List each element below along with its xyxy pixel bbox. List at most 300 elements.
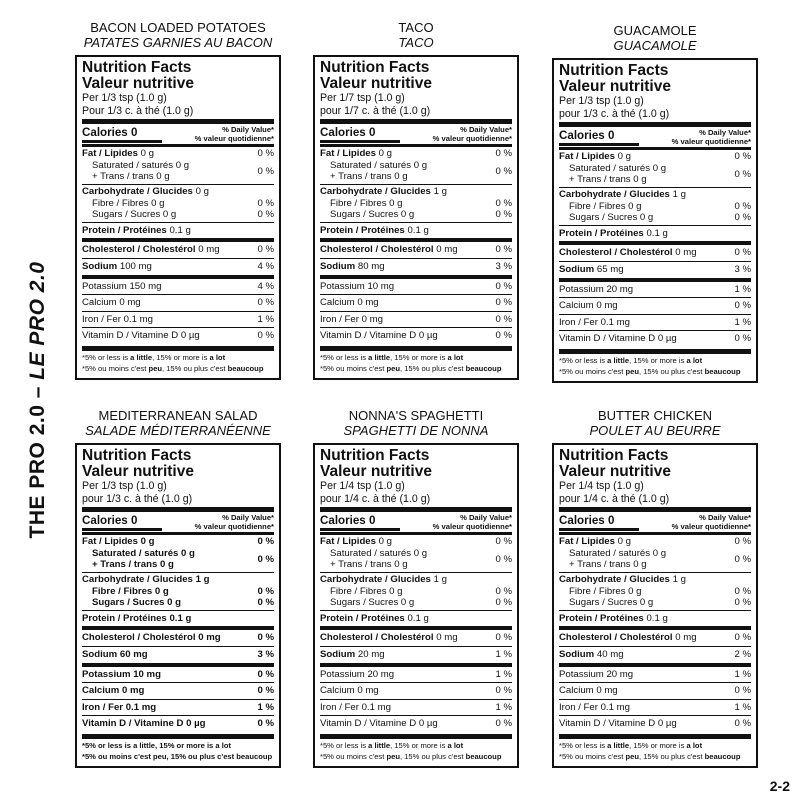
- footnote-fr-beaucoup: beaucoup: [465, 364, 502, 374]
- daily-value-header-fr: % valeur quotidienne*: [194, 521, 274, 531]
- fibre-dv: 0 %: [734, 585, 751, 597]
- nutrition-facts-title-en: Nutrition Facts: [82, 59, 192, 76]
- calories-underbar: [320, 528, 400, 531]
- protein-row: [320, 611, 512, 628]
- calcium-label: Calcium 0 mg: [82, 685, 145, 697]
- iron-row: [559, 700, 751, 717]
- product-label-2: [313, 20, 519, 380]
- footnote-fr-beaucoup: beaucoup: [236, 752, 273, 762]
- footnote-fr-peu: peu: [625, 367, 639, 377]
- daily-value-header-fr: % valeur quotidienne*: [671, 521, 751, 531]
- footnote-en-lot: a lot: [209, 352, 226, 362]
- potassium-label: Potassium: [559, 668, 604, 680]
- carbohydrate-group: [82, 185, 274, 223]
- calcium-dv: 0 %: [257, 685, 274, 697]
- protein-label: Protein / Protéines: [320, 612, 405, 624]
- fat-label: Fat / Lipides: [82, 148, 138, 160]
- sugars-label: Sugars / Sucres 0 g: [569, 212, 654, 224]
- calcium-row: [559, 683, 751, 700]
- calcium-row: [320, 683, 512, 700]
- sodium-row: [82, 259, 274, 276]
- vitamin-d-label: Vitamin D / Vitamine D 0 µg: [559, 333, 677, 345]
- protein-amount: 0.1 g: [169, 224, 191, 236]
- footnote-fr-part: , 15% ou plus c'est: [399, 752, 466, 762]
- potassium-amount: 10 mg: [367, 280, 395, 292]
- iron-dv: 1 %: [734, 701, 751, 713]
- vitamin-d-dv: 0 %: [734, 333, 751, 345]
- calories-row: [82, 512, 274, 532]
- trans-fat-label: + Trans / trans 0 g: [569, 559, 647, 571]
- product-label-1: [75, 20, 281, 380]
- product-line-title-en: THE PRO 2.0 –: [26, 379, 49, 539]
- calories-row: [82, 124, 274, 144]
- footnote-en-little: a little: [368, 740, 391, 750]
- calories-label: Calories 0: [320, 126, 376, 139]
- cholesterol-label: Cholesterol / Cholestérol: [320, 244, 434, 256]
- product-label-5: [313, 408, 519, 768]
- cholesterol-dv: 0 %: [257, 632, 274, 644]
- carbohydrate-amount: 0 g: [195, 185, 209, 197]
- footnote-fr-beaucoup: beaucoup: [465, 752, 502, 762]
- sodium-dv: 3 %: [495, 260, 512, 272]
- product-name-fr: POULET AU BEURRE: [589, 423, 721, 438]
- vitamin-d-row: [82, 328, 274, 344]
- vitamin-d-dv: 0 %: [495, 330, 512, 342]
- footnote-fr-beaucoup: beaucoup: [227, 364, 264, 374]
- iron-label: Iron / Fer: [559, 701, 598, 713]
- footnote-fr: [320, 750, 512, 762]
- trans-fat-label: + Trans / trans 0 g: [330, 171, 408, 183]
- calcium-label: Calcium 0 mg: [320, 685, 379, 697]
- footnote-en-lot: a lot: [215, 740, 232, 750]
- fibre-dv: 0 %: [257, 585, 274, 597]
- carbohydrate-label: Carbohydrate / Glucides: [320, 185, 431, 197]
- calories-underbar: [82, 140, 162, 143]
- potassium-row: [559, 667, 751, 684]
- vitamin-d-row: [82, 716, 274, 732]
- iron-amount: 0.1 mg: [361, 701, 391, 713]
- calories-row: [559, 512, 751, 532]
- nutrition-facts-title-en: Nutrition Facts: [320, 447, 430, 464]
- trans-fat-label: + Trans / trans 0 g: [569, 174, 647, 186]
- daily-value-header-en: % Daily Value*: [222, 513, 274, 522]
- calcium-label: Calcium 0 mg: [82, 297, 141, 309]
- nutrition-facts-panel: [552, 58, 758, 383]
- nutrition-facts-panel: [75, 443, 281, 768]
- daily-value-header-en: % Daily Value*: [460, 125, 512, 134]
- calcium-row: [82, 295, 274, 312]
- footnote-fr-part: *5% ou moins c'est: [320, 752, 387, 762]
- footnote-fr-part: *5% ou moins c'est: [82, 364, 149, 374]
- footnote-en-little: a little: [133, 740, 156, 750]
- cholesterol-amount: 0 mg: [675, 632, 697, 644]
- sugars-dv: 0 %: [734, 212, 751, 224]
- cholesterol-dv: 0 %: [495, 632, 512, 644]
- nutrition-facts-title-fr: Valeur nutritive: [320, 75, 432, 92]
- footnote-en-part: *5% or less is: [559, 355, 608, 365]
- potassium-amount: 150 mg: [129, 280, 162, 292]
- sugars-label: Sugars / Sucres 0 g: [92, 209, 177, 221]
- iron-amount: 0.1 mg: [123, 313, 153, 325]
- sodium-dv: 2 %: [734, 648, 751, 660]
- product-name-en: BACON LOADED POTATOES: [90, 20, 266, 35]
- potassium-row: [82, 667, 274, 684]
- cholesterol-amount: 0 mg: [198, 244, 220, 256]
- sodium-row: [320, 259, 512, 276]
- footnote-fr: [82, 750, 274, 762]
- iron-amount: 0.1 mg: [600, 701, 630, 713]
- potassium-dv: 1 %: [734, 283, 751, 295]
- footnote-en-lot: a lot: [447, 352, 464, 362]
- product-name-fr: TACO: [398, 35, 434, 50]
- cholesterol-label: Cholesterol / Cholestérol: [82, 244, 196, 256]
- fibre-dv: 0 %: [495, 585, 512, 597]
- daily-value-header-fr: % valeur quotidienne*: [432, 133, 512, 143]
- cholesterol-label: Cholesterol / Cholestérol: [82, 632, 196, 644]
- protein-label: Protein / Protéines: [82, 224, 167, 236]
- sugars-dv: 0 %: [734, 597, 751, 609]
- serving-size-fr: pour 1/7 c. à thé (1.0 g): [320, 104, 431, 117]
- calories-underbar: [320, 140, 400, 143]
- nutrition-facts-title-fr: Valeur nutritive: [559, 463, 671, 480]
- footnote-fr-peu: peu: [153, 752, 167, 762]
- iron-row: [82, 312, 274, 329]
- calories-underbar: [82, 528, 162, 531]
- product-line-title-fr: LE PRO 2.0: [26, 261, 49, 380]
- fat-amount: 0 g: [617, 151, 631, 163]
- cholesterol-row: [559, 630, 751, 647]
- nutrition-facts-title-en: Nutrition Facts: [559, 447, 669, 464]
- carbohydrate-label: Carbohydrate / Glucides: [559, 573, 670, 585]
- serving-size-en: Per 1/3 tsp (1.0 g): [82, 92, 167, 104]
- serving-size-fr: Pour 1/3 c. à thé (1.0 g): [82, 104, 194, 117]
- serving-size-en: Per 1/4 tsp (1.0 g): [320, 480, 405, 492]
- footnote-en-little: a little: [368, 352, 391, 362]
- footnote-en-part: , 15% or more is: [390, 740, 448, 750]
- fat-label: Fat / Lipides: [320, 148, 376, 160]
- serving-size-fr: pour 1/3 c. à thé (1.0 g): [559, 107, 670, 120]
- saturated-trans-dv: 0 %: [495, 553, 512, 565]
- saturated-fat-label: Saturated / saturés 0 g: [92, 159, 190, 171]
- cholesterol-row: [82, 242, 274, 259]
- sugars-dv: 0 %: [257, 209, 274, 221]
- product-name-en: TACO: [398, 20, 434, 35]
- footnote-en-part: , 15% or more is: [152, 352, 210, 362]
- calories-row: [320, 512, 512, 532]
- product-name-fr: SPAGHETTI DE NONNA: [343, 423, 489, 438]
- daily-value-header-en: % Daily Value*: [699, 128, 751, 137]
- iron-label: Iron / Fer: [559, 316, 598, 328]
- fat-group: [559, 150, 751, 188]
- carbohydrate-label: Carbohydrate / Glucides: [559, 188, 670, 200]
- calories-label: Calories 0: [559, 129, 615, 142]
- serving-size-en: Per 1/4 tsp (1.0 g): [559, 480, 644, 492]
- fat-group: [82, 535, 274, 573]
- cholesterol-label: Cholesterol / Cholestérol: [559, 247, 673, 259]
- fat-dv: 0 %: [734, 151, 751, 163]
- sodium-label: Sodium: [559, 648, 595, 660]
- trans-fat-label: + Trans / trans 0 g: [92, 171, 170, 183]
- vitamin-d-dv: 0 %: [257, 718, 274, 730]
- calories-row: [559, 127, 751, 147]
- nutrition-facts-title-fr: Valeur nutritive: [82, 463, 194, 480]
- fibre-label: Fibre / Fibres 0 g: [92, 585, 169, 597]
- carbohydrate-label: Carbohydrate / Glucides: [82, 573, 193, 585]
- saturated-fat-label: Saturated / saturés 0 g: [330, 547, 428, 559]
- cholesterol-label: Cholesterol / Cholestérol: [320, 632, 434, 644]
- cholesterol-dv: 0 %: [734, 632, 751, 644]
- fat-amount: 0 g: [140, 148, 154, 160]
- cholesterol-dv: 0 %: [495, 244, 512, 256]
- potassium-row: [82, 279, 274, 296]
- calcium-label: Calcium 0 mg: [559, 300, 618, 312]
- product-label-3: [552, 23, 758, 383]
- footnote-en-little: a little: [607, 740, 630, 750]
- protein-row: [82, 223, 274, 240]
- iron-amount: 0.1 mg: [125, 701, 157, 713]
- fibre-dv: 0 %: [734, 200, 751, 212]
- protein-amount: 0.1 g: [407, 224, 429, 236]
- fibre-label: Fibre / Fibres 0 g: [330, 197, 403, 209]
- saturated-trans-dv: 0 %: [257, 553, 274, 565]
- calcium-dv: 0 %: [257, 297, 274, 309]
- sodium-row: [320, 647, 512, 664]
- iron-dv: 1 %: [495, 701, 512, 713]
- footnote-fr-part: , 15% ou plus c'est: [161, 364, 228, 374]
- potassium-amount: 20 mg: [606, 668, 634, 680]
- footnote-fr-part: *5% ou moins c'est: [559, 367, 626, 377]
- footnote-fr: [559, 750, 751, 762]
- fat-dv: 0 %: [495, 536, 512, 548]
- product-label-6: [552, 408, 758, 768]
- vitamin-d-dv: 0 %: [495, 718, 512, 730]
- calcium-dv: 0 %: [734, 685, 751, 697]
- daily-value-header: [672, 514, 751, 531]
- footnote-en-part: *5% or less is: [559, 740, 608, 750]
- sodium-row: [559, 647, 751, 664]
- fat-group: [559, 535, 751, 573]
- daily-value-header-fr: % valeur quotidienne*: [671, 136, 751, 146]
- nutrition-facts-title-en: Nutrition Facts: [320, 59, 430, 76]
- footnote-fr-peu: peu: [386, 364, 400, 374]
- daily-value-header: [195, 126, 274, 143]
- footnote-en-little: a little: [130, 352, 153, 362]
- fat-amount: 0 g: [617, 536, 631, 548]
- carbohydrate-group: [320, 185, 512, 223]
- saturated-fat-label: Saturated / saturés 0 g: [569, 162, 667, 174]
- product-name-en: GUACAMOLE: [613, 23, 697, 38]
- footnote-en-part: *5% or less is: [320, 352, 369, 362]
- fat-dv: 0 %: [734, 536, 751, 548]
- fat-group: [320, 147, 512, 185]
- calories-underbar: [559, 528, 639, 531]
- footnote-en-lot: a lot: [686, 355, 703, 365]
- vitamin-d-row: [559, 716, 751, 732]
- footnote-fr-peu: peu: [386, 752, 400, 762]
- sodium-amount: 20 mg: [357, 648, 385, 660]
- iron-dv: 1 %: [734, 316, 751, 328]
- cholesterol-dv: 0 %: [734, 247, 751, 259]
- cholesterol-row: [82, 630, 274, 647]
- sodium-label: Sodium: [82, 648, 118, 660]
- calcium-label: Calcium 0 mg: [559, 685, 618, 697]
- daily-value-header: [433, 126, 512, 143]
- footnote-en-part: , 15% or more is: [155, 740, 216, 750]
- product-name-en: MEDITERRANEAN SALAD: [98, 408, 258, 423]
- calories-label: Calories 0: [82, 126, 138, 139]
- footnote-en: [320, 351, 512, 363]
- iron-row: [82, 700, 274, 717]
- cholesterol-row: [320, 242, 512, 259]
- serving-size-en: Per 1/7 tsp (1.0 g): [320, 92, 405, 104]
- fat-label: Fat / Lipides: [559, 151, 615, 163]
- potassium-label: Potassium: [320, 668, 365, 680]
- iron-dv: 1 %: [257, 701, 274, 713]
- carbohydrate-group: [559, 188, 751, 226]
- saturated-fat-label: Saturated / saturés 0 g: [92, 547, 195, 559]
- protein-amount: 0.1 g: [646, 612, 668, 624]
- footnote-en: [559, 739, 751, 751]
- iron-amount: 0.1 mg: [600, 316, 630, 328]
- cholesterol-amount: 0 mg: [675, 247, 697, 259]
- sugars-label: Sugars / Sucres 0 g: [569, 597, 654, 609]
- footnote-en: [82, 351, 274, 363]
- footnote-fr-part: *5% ou moins c'est: [320, 364, 387, 374]
- iron-dv: 1 %: [257, 313, 274, 325]
- potassium-label: Potassium: [82, 280, 127, 292]
- cholesterol-dv: 0 %: [257, 244, 274, 256]
- potassium-label: Potassium: [559, 283, 604, 295]
- protein-row: [559, 611, 751, 628]
- sodium-label: Sodium: [320, 648, 356, 660]
- nutrition-facts-title-fr: Valeur nutritive: [559, 78, 671, 95]
- protein-amount: 0.1 g: [646, 227, 668, 239]
- protein-label: Protein / Protéines: [559, 227, 644, 239]
- potassium-amount: 20 mg: [606, 283, 634, 295]
- potassium-amount: 20 mg: [367, 668, 395, 680]
- nutrition-facts-panel: [75, 55, 281, 380]
- fibre-label: Fibre / Fibres 0 g: [330, 585, 403, 597]
- potassium-dv: 4 %: [257, 280, 274, 292]
- sodium-row: [82, 647, 274, 664]
- product-name-en: NONNA'S SPAGHETTI: [348, 408, 484, 423]
- calcium-label: Calcium 0 mg: [320, 297, 379, 309]
- protein-label: Protein / Protéines: [559, 612, 644, 624]
- footnote-en-little: a little: [607, 355, 630, 365]
- footnote-en-part: *5% or less is: [82, 352, 131, 362]
- sodium-dv: 3 %: [734, 263, 751, 275]
- cholesterol-amount: 0 mg: [198, 632, 221, 644]
- carbohydrate-amount: 1 g: [195, 573, 210, 585]
- sugars-label: Sugars / Sucres 0 g: [92, 597, 182, 609]
- nutrition-facts-title-fr: Valeur nutritive: [82, 75, 194, 92]
- carbohydrate-group: [82, 573, 274, 611]
- nutrition-facts-panel: [552, 443, 758, 768]
- sodium-amount: 100 mg: [119, 260, 152, 272]
- carbohydrate-group: [559, 573, 751, 611]
- product-line-title: [26, 250, 54, 550]
- footnote-fr: [320, 362, 512, 374]
- footnote-en: [559, 354, 751, 366]
- protein-row: [559, 226, 751, 243]
- sodium-amount: 80 mg: [357, 260, 385, 272]
- carbohydrate-amount: 1 g: [433, 185, 447, 197]
- calcium-dv: 0 %: [734, 300, 751, 312]
- sodium-label: Sodium: [82, 260, 118, 272]
- sodium-amount: 60 mg: [119, 648, 148, 660]
- daily-value-header-fr: % valeur quotidienne*: [432, 521, 512, 531]
- trans-fat-label: + Trans / trans 0 g: [330, 559, 408, 571]
- fibre-label: Fibre / Fibres 0 g: [569, 585, 642, 597]
- vitamin-d-label: Vitamin D / Vitamine D 0 µg: [559, 718, 677, 730]
- daily-value-header: [433, 514, 512, 531]
- calcium-dv: 0 %: [495, 297, 512, 309]
- serving-size-en: Per 1/3 tsp (1.0 g): [82, 480, 167, 492]
- potassium-amount: 10 mg: [133, 668, 161, 680]
- page-number: 2-2: [769, 778, 790, 794]
- sodium-amount: 40 mg: [596, 648, 624, 660]
- fat-label: Fat / Lipides: [82, 536, 138, 548]
- fat-dv: 0 %: [257, 148, 274, 160]
- footnote-en-part: , 15% or more is: [629, 355, 687, 365]
- potassium-dv: 1 %: [495, 668, 512, 680]
- daily-value-header: [195, 514, 274, 531]
- carbohydrate-amount: 1 g: [672, 573, 686, 585]
- footnote-en-part: , 15% or more is: [390, 352, 448, 362]
- fat-label: Fat / Lipides: [559, 536, 615, 548]
- footnote-fr-part: , 15% ou plus c'est: [166, 752, 237, 762]
- vitamin-d-dv: 0 %: [257, 330, 274, 342]
- serving-size-fr: pour 1/4 c. à thé (1.0 g): [320, 492, 431, 505]
- product-label-4: [75, 408, 281, 768]
- potassium-row: [320, 667, 512, 684]
- cholesterol-amount: 0 mg: [436, 632, 458, 644]
- sodium-amount: 65 mg: [596, 263, 624, 275]
- potassium-dv: 0 %: [257, 668, 274, 680]
- fat-group: [82, 147, 274, 185]
- iron-label: Iron / Fer: [82, 313, 121, 325]
- product-name-fr: PATATES GARNIES AU BACON: [83, 35, 273, 50]
- calories-underbar: [559, 143, 639, 146]
- sodium-dv: 1 %: [495, 648, 512, 660]
- iron-row: [320, 700, 512, 717]
- sugars-dv: 0 %: [257, 597, 274, 609]
- footnote-en-lot: a lot: [686, 740, 703, 750]
- calcium-row: [559, 298, 751, 315]
- iron-label: Iron / Fer: [320, 701, 359, 713]
- carbohydrate-label: Carbohydrate / Glucides: [320, 573, 431, 585]
- potassium-dv: 0 %: [495, 280, 512, 292]
- vitamin-d-dv: 0 %: [734, 718, 751, 730]
- nutrition-facts-panel: [313, 55, 519, 380]
- daily-value-header-en: % Daily Value*: [460, 513, 512, 522]
- sodium-row: [559, 262, 751, 279]
- nutrition-facts-title-fr: Valeur nutritive: [320, 463, 432, 480]
- footnote-en-part: *5% or less is: [320, 740, 369, 750]
- serving-size-fr: pour 1/4 c. à thé (1.0 g): [559, 492, 670, 505]
- sugars-dv: 0 %: [495, 209, 512, 221]
- fat-label: Fat / Lipides: [320, 536, 376, 548]
- nutrition-facts-title-en: Nutrition Facts: [559, 62, 669, 79]
- sodium-label: Sodium: [559, 263, 595, 275]
- iron-row: [320, 312, 512, 329]
- daily-value-header-fr: % valeur quotidienne*: [194, 133, 274, 143]
- footnote-fr-peu: peu: [625, 752, 639, 762]
- saturated-trans-dv: 0 %: [495, 165, 512, 177]
- potassium-label: Potassium: [82, 668, 131, 680]
- serving-size-fr: pour 1/3 c. à thé (1.0 g): [82, 492, 193, 505]
- footnote-fr-part: , 15% ou plus c'est: [638, 752, 705, 762]
